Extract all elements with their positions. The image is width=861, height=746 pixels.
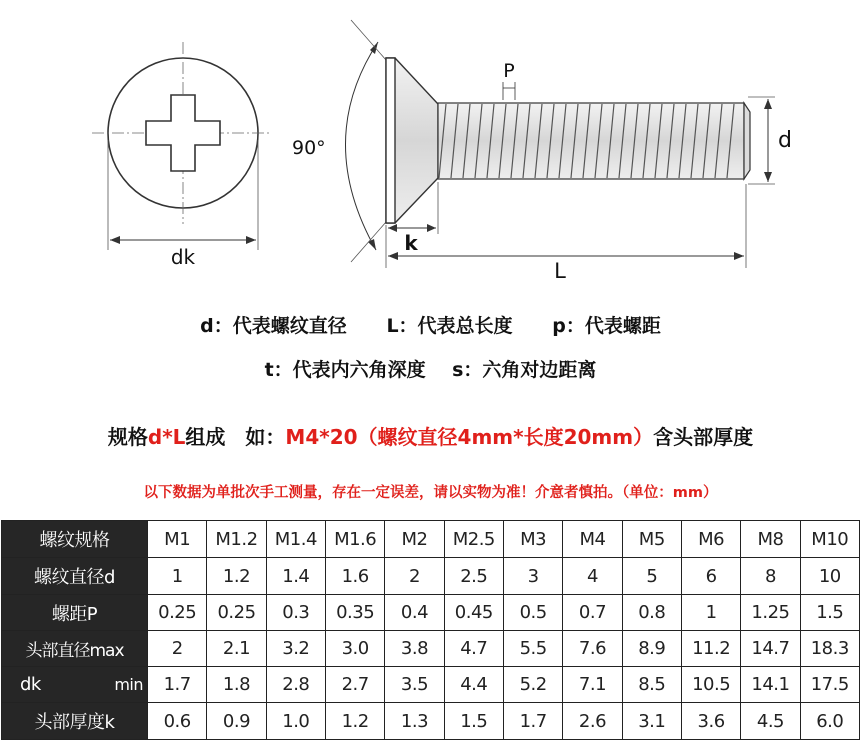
cell-thickness: 3.1 xyxy=(622,703,681,740)
cell-thickness: 1.5 xyxy=(444,703,503,740)
cell-head-max: 18.3 xyxy=(800,631,859,667)
header-dk: dk xyxy=(20,674,41,695)
label-dk: dk xyxy=(170,245,196,269)
cell-thickness: 0.6 xyxy=(148,703,207,740)
cell-thickness: 2.6 xyxy=(563,703,622,740)
cell-sizes: M3 xyxy=(503,521,562,558)
header-thickness: 头部厚度k xyxy=(2,703,148,740)
measurement-note: 以下数据为单批次手工测量，存在一定误差，请以实物为准！介意者慎拍。（单位：mm） xyxy=(143,485,718,501)
cell-thickness: 1.3 xyxy=(385,703,444,740)
cell-head-max: 4.7 xyxy=(444,631,503,667)
diameter-dimension xyxy=(748,97,775,184)
cell-pitch: 1 xyxy=(681,595,740,631)
cell-head-min: 5.2 xyxy=(503,667,562,703)
spec-prefix: 规格 xyxy=(107,425,148,449)
cell-pitch: 0.45 xyxy=(444,595,503,631)
table-row-head-max xyxy=(2,631,860,667)
spec-dl: d*L xyxy=(147,425,186,449)
cell-head-min: 17.5 xyxy=(800,667,859,703)
cell-head-max: 2 xyxy=(148,631,207,667)
legend-line-2 xyxy=(0,355,861,382)
header-head-min xyxy=(2,667,148,703)
cell-sizes: M1.2 xyxy=(207,521,266,558)
table-row-head-min xyxy=(2,667,860,703)
header-spec: 螺纹规格 xyxy=(2,521,148,558)
cell-sizes: M1 xyxy=(148,521,207,558)
label-p: P xyxy=(503,60,515,82)
cell-head-min: 2.7 xyxy=(325,667,384,703)
cell-pitch: 0.5 xyxy=(503,595,562,631)
header-pitch: 螺距P xyxy=(2,595,148,631)
cell-diameter: 10 xyxy=(800,558,859,595)
cell-thickness: 1.2 xyxy=(325,703,384,740)
cell-head-max: 2.1 xyxy=(207,631,266,667)
cell-thickness: 3.6 xyxy=(681,703,740,740)
cell-sizes: M8 xyxy=(741,521,800,558)
table-row-size xyxy=(2,521,860,558)
table-row-diameter xyxy=(2,558,860,595)
cell-head-max: 14.7 xyxy=(741,631,800,667)
header-diameter: 螺纹直径d xyxy=(2,558,148,595)
cell-pitch: 0.35 xyxy=(325,595,384,631)
spec-table xyxy=(1,520,860,740)
pitch-marker xyxy=(503,82,515,100)
label-d: d xyxy=(778,128,792,153)
table-row-pitch xyxy=(2,595,860,631)
cell-head-max: 5.5 xyxy=(503,631,562,667)
cell-diameter: 1 xyxy=(148,558,207,595)
cell-diameter: 5 xyxy=(622,558,681,595)
screw-side-view xyxy=(386,58,750,223)
cell-head-max: 8.9 xyxy=(622,631,681,667)
legend-line-1 xyxy=(0,311,861,338)
cell-sizes: M4 xyxy=(563,521,622,558)
cell-head-max: 3.8 xyxy=(385,631,444,667)
cell-sizes: M2.5 xyxy=(444,521,503,558)
cell-diameter: 2 xyxy=(385,558,444,595)
cell-head-min: 1.7 xyxy=(148,667,207,703)
cell-diameter: 4 xyxy=(563,558,622,595)
legend-t: t：代表内六角深度 xyxy=(264,359,426,381)
cell-head-min: 8.5 xyxy=(622,667,681,703)
cell-sizes: M6 xyxy=(681,521,740,558)
cell-thickness: 4.5 xyxy=(741,703,800,740)
cell-pitch: 0.4 xyxy=(385,595,444,631)
label-L: L xyxy=(554,259,566,283)
cell-pitch: 0.25 xyxy=(148,595,207,631)
cell-pitch: 1.25 xyxy=(741,595,800,631)
cell-pitch: 0.25 xyxy=(207,595,266,631)
cell-pitch: 0.8 xyxy=(622,595,681,631)
cell-head-max: 11.2 xyxy=(681,631,740,667)
table-row-thickness xyxy=(2,703,860,740)
legend-p: p：代表螺距 xyxy=(552,315,661,337)
cell-sizes: M2 xyxy=(385,521,444,558)
legend-d: d：代表螺纹直径 xyxy=(200,315,347,337)
cell-pitch: 0.3 xyxy=(266,595,325,631)
cell-head-min: 10.5 xyxy=(681,667,740,703)
cell-sizes: M10 xyxy=(800,521,859,558)
spec-example: M4*20（螺纹直径4mm*长度20mm） xyxy=(285,425,654,449)
cell-head-max: 7.6 xyxy=(563,631,622,667)
cell-diameter: 2.5 xyxy=(444,558,503,595)
cell-thickness: 0.9 xyxy=(207,703,266,740)
spec-suffix: 含头部厚度 xyxy=(653,425,754,449)
cell-sizes: M1.6 xyxy=(325,521,384,558)
cell-diameter: 6 xyxy=(681,558,740,595)
spec-mid: 组成 如： xyxy=(185,425,286,449)
cell-sizes: M1.4 xyxy=(266,521,325,558)
screw-diagram xyxy=(0,0,861,290)
head-top-view xyxy=(92,42,272,250)
cell-head-min: 3.5 xyxy=(385,667,444,703)
cell-diameter: 1.4 xyxy=(266,558,325,595)
cell-diameter: 8 xyxy=(741,558,800,595)
cell-head-min: 14.1 xyxy=(741,667,800,703)
cell-pitch: 0.7 xyxy=(563,595,622,631)
legend-s: s：六角对边距离 xyxy=(452,359,597,381)
cell-head-min: 1.8 xyxy=(207,667,266,703)
cell-head-min: 2.8 xyxy=(266,667,325,703)
cell-head-min: 7.1 xyxy=(563,667,622,703)
label-k: k xyxy=(404,231,418,255)
length-dimensions xyxy=(386,182,746,268)
label-angle: 90° xyxy=(292,137,326,159)
angle-indicator xyxy=(345,20,386,262)
cell-diameter: 1.6 xyxy=(325,558,384,595)
cell-diameter: 1.2 xyxy=(207,558,266,595)
cell-thickness: 1.0 xyxy=(266,703,325,740)
header-head-max: 头部直径max xyxy=(2,631,148,667)
cell-thickness: 6.0 xyxy=(800,703,859,740)
spec-example-line xyxy=(0,421,861,450)
cell-head-min: 4.4 xyxy=(444,667,503,703)
header-min: min xyxy=(114,675,143,694)
cell-diameter: 3 xyxy=(503,558,562,595)
legend-L: L：代表总长度 xyxy=(386,315,513,337)
cell-pitch: 1.5 xyxy=(800,595,859,631)
cell-head-max: 3.0 xyxy=(325,631,384,667)
cell-head-max: 3.2 xyxy=(266,631,325,667)
cell-thickness: 1.7 xyxy=(503,703,562,740)
cell-sizes: M5 xyxy=(622,521,681,558)
